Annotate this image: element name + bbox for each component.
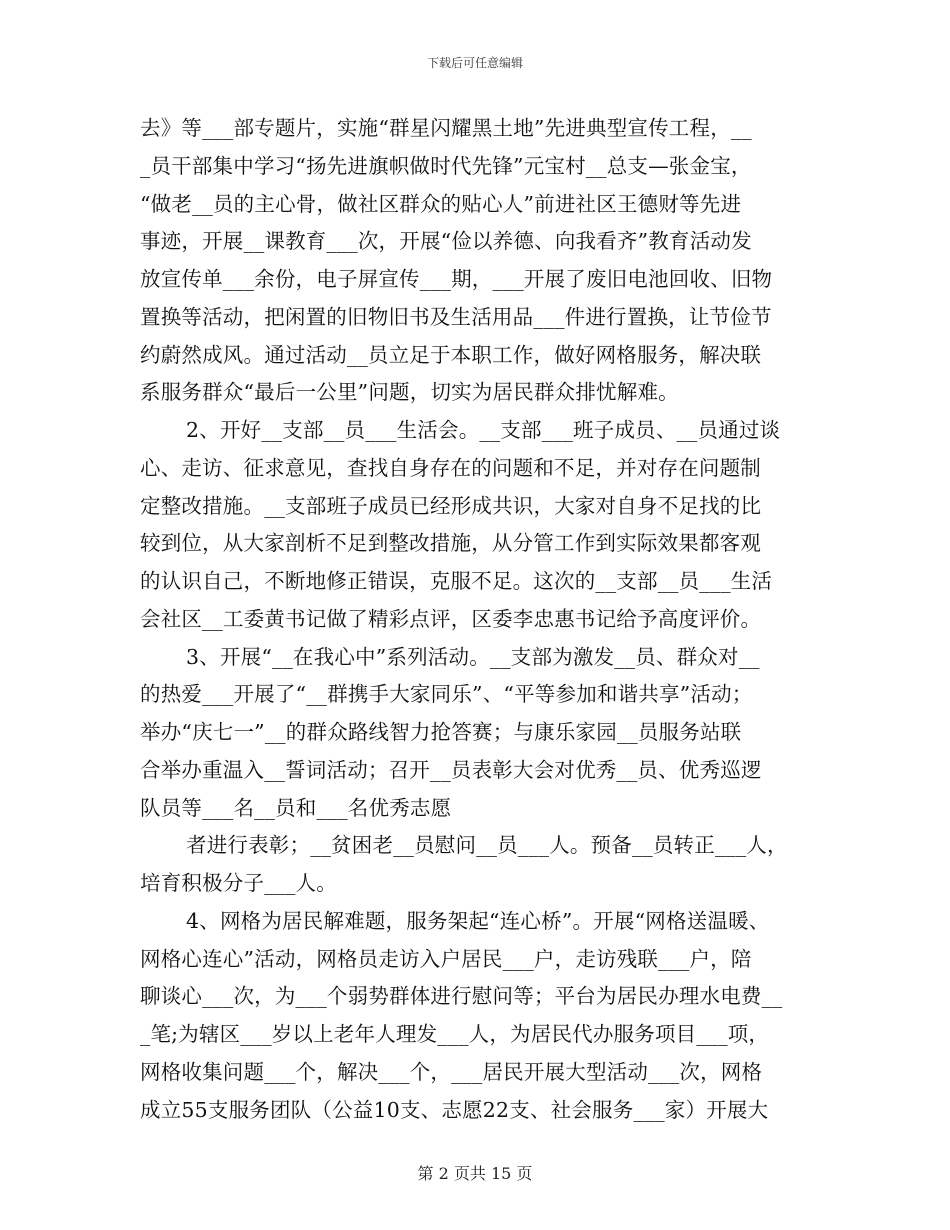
text-line: 事迹，开展__课教育___次，开展“俭以养德、向我看齐”教育活动发 [140,229,752,254]
text-line: 放宣传单___余份，电子屏宣传___期，___开展了废旧电池回收、旧物 [140,267,773,291]
text-line: 者进行表彰；__贫困老__员慰问__员___人。预备__员转正___人， [186,833,788,858]
text-line: 去》等___部专题片，实施“群星闪耀黑土地”先进典型宣传工程，__ [140,116,752,140]
text-line: 心、走访、征求意见，查找自身存在的问题和不足，并对存在问题制 [140,455,761,480]
document-body [140,110,820,1129]
text-line: 4、网格为居民解难题，服务架起“连心桥”。开展“网格送温暖、 [186,908,770,933]
text-line: _笔;为辖区___岁以上老年人理发___人，为居民代办服务项目___项， [140,1022,770,1046]
text-line: 培育积极分子___人。 [140,871,337,895]
text-line: 举办“庆七一”__的群众路线智力抢答赛；与康乐家园__员服务站联 [140,720,742,744]
text-line: 队员等___名__员和___名优秀志愿 [140,795,452,820]
text-line: 的认识自己，不断地修正错误，克服不足。这次的__支部__员___生活 [140,569,773,593]
text-line: 合举办重温入__誓词活动；召开__员表彰大会对优秀__员、优秀巡逻 [140,757,762,782]
text-line: 网格收集问题___个，解决___个，___居民开展大型活动___次，网格 [140,1059,763,1084]
text-line: 3、开展“__在我心中”系列活动。__支部为激发__员、群众对__ [186,644,760,669]
text-line: 较到位，从大家剖析不足到整改措施，从分管工作到实际效果都客观 [140,531,761,556]
page-header: 下载后可任意编辑 [426,56,523,70]
text-line: 成立55支服务团队（公益10支、志愿22支、社会服务___家）开展大 [140,1097,769,1122]
text-line: 系服务群众“最后一公里”问题，切实为居民群众排忧解难。 [140,380,679,405]
text-line: 网格心连心”活动，网格员走访入户居民___户，走访残联___户，陪 [140,946,752,971]
text-line: _员干部集中学习“扬先进旗帜做时代先锋”元宝村__总支—张金宝， [140,153,752,178]
text-line: 约蔚然成风。通过活动__员立足于本职工作，做好网格服务，解决联 [140,342,762,367]
text-line: 聊谈心___次，为___个弱势群体进行慰问等；平台为居民办理水电费__ [140,984,783,1009]
text-line: 2、开好__支部__员___生活会。__支部___班子成员、__员通过谈 [186,418,781,442]
text-line: 置换等活动，把闲置的旧物旧书及生活用品___件进行置换，让节俭节 [140,304,772,329]
text-line: 的热爱___开展了“__群携手大家同乐”、“平等参加和谐共享”活动； [140,682,753,707]
page-footer: 第 2 页共 15 页 [417,1164,533,1183]
text-line: 会社区__工委黄书记做了精彩点评，区委李忠惠书记给予高度评价。 [140,606,762,631]
text-line: “做老__员的主心骨，做社区群众的贴心人”前进社区王德财等先进 [140,191,742,216]
text-line: 定整改措施。__支部班子成员已经形成共识，大家对自身不足找的比 [140,493,762,518]
